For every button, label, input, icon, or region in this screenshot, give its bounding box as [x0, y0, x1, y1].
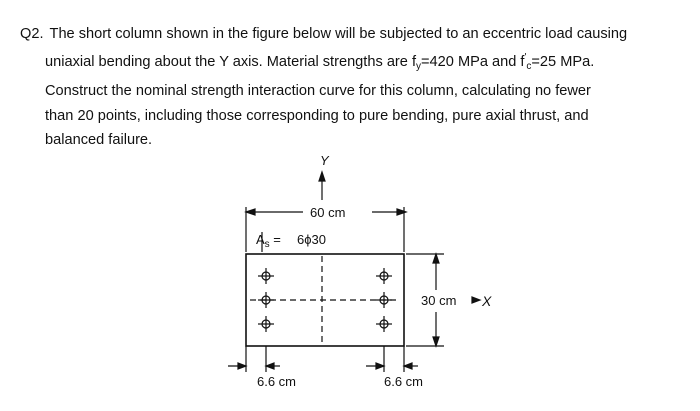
x-axis-label: X	[482, 293, 492, 309]
question-line-4: than 20 points, including those corresponding to pure bending, pure axial thrust, and	[45, 107, 589, 124]
question-line-5: balanced failure.	[45, 131, 153, 148]
question-number: Q2.	[20, 26, 44, 42]
bars-label: 6ϕ30	[297, 232, 326, 247]
depth-dimension-label: 30 cm	[421, 293, 457, 308]
y-axis-label: Y	[320, 153, 329, 168]
cover-right-label: 6.6 cm	[384, 374, 424, 389]
bar-left-middle	[258, 292, 274, 308]
cover-left-label: 6.6 cm	[257, 374, 297, 389]
column-section-outline	[246, 254, 404, 346]
steel-area-label: $A_s$ =	[256, 232, 281, 250]
question-line-2: uniaxial bending about the Y axis. Material strengths are $f_y=420$ MPa and $f'_c=25$ MPa.	[45, 52, 595, 73]
y-axis-arrowhead	[319, 172, 325, 181]
x-axis-arrowhead	[472, 297, 480, 303]
question-line-1: Q2. The short column shown in the figure below will be subjected to an eccentric load causing	[20, 26, 628, 42]
bar-left-top	[258, 268, 274, 284]
question-line-3: Construct the nominal strength interaction curve for this column, calculating no fewer	[45, 83, 591, 100]
bar-left-bottom	[258, 316, 274, 332]
bar-right-middle	[376, 292, 392, 308]
bar-right-bottom	[376, 316, 392, 332]
question-text	[20, 22, 680, 152]
bar-right-top	[376, 268, 392, 284]
width-dimension-label: 60 cm	[310, 205, 346, 220]
